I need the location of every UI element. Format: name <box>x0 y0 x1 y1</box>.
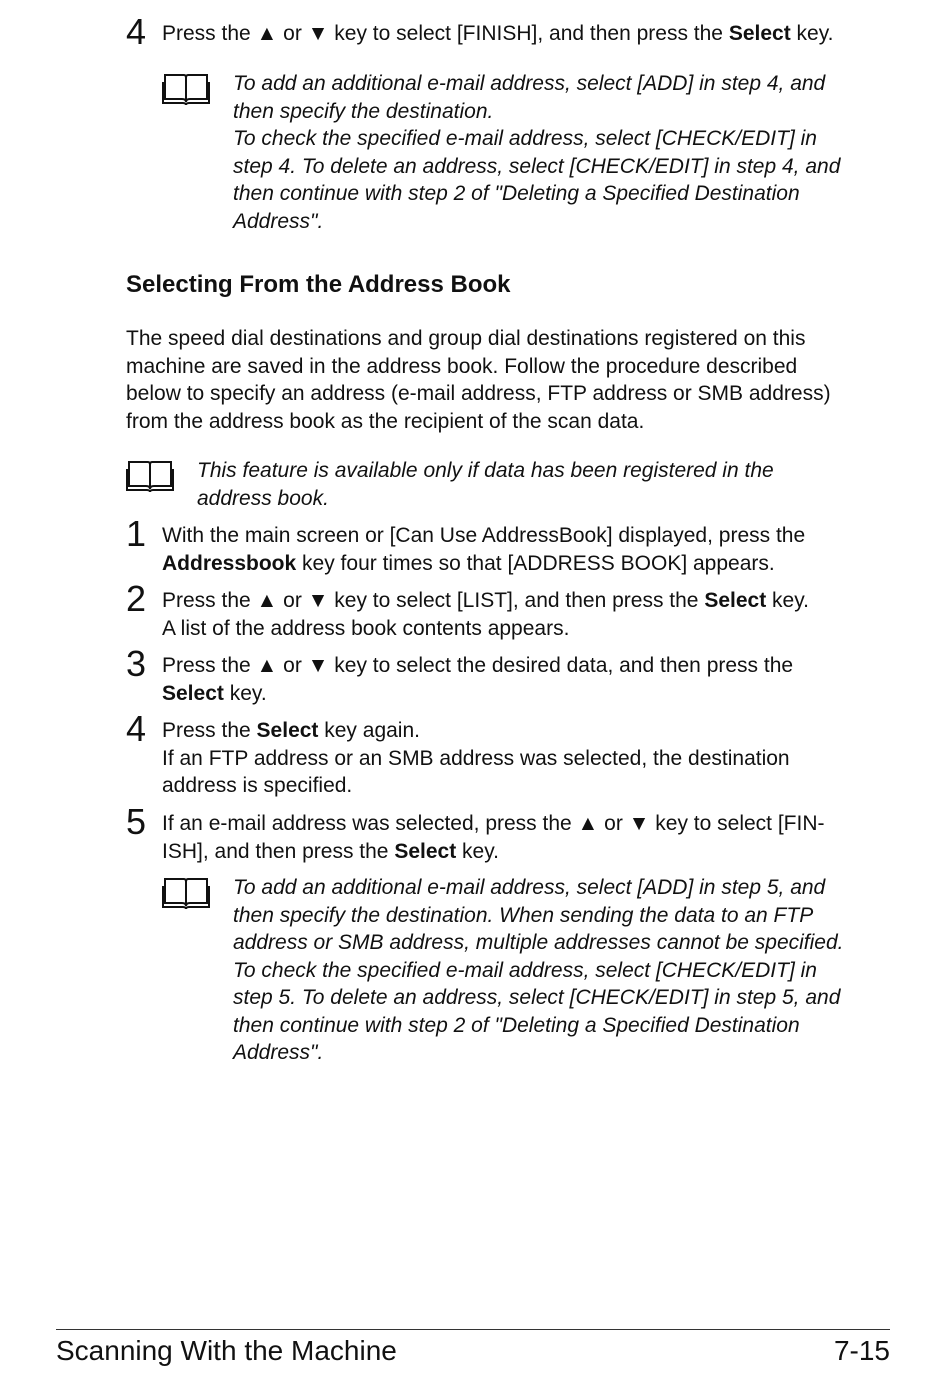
intro-paragraph: The speed dial destinations and group dial destinations registered on this machine are saved in the address book. Follow the procedure described below to specify an address (e-mail address, FTP address or SMB address) from the address book as the recipient of the scan data. <box>126 327 831 433</box>
footer-page-number: 7-15 <box>833 1335 890 1366</box>
note-add-address <box>162 70 902 235</box>
step-number: 4 <box>126 11 147 52</box>
step-text: If an e-mail address was selected, press the ▲ or ▼ key to select [FIN- ISH], and then press the Select key. <box>162 812 825 863</box>
note-text: To add an additional e-mail address, select [ADD] in step 4, and then specify the destination. To check the specified e-mail address, select [CHECK/EDIT] in step 4. To delete an address, select [CHECK/EDIT] in step 4, and then continue with step 2 of "Deleting a Specified Destination Address". <box>233 72 841 233</box>
step-text: With the main screen or [Can Use AddressBook] displayed, press the Addressbook key four times so that [ADDRESS BOOK] appears. <box>162 524 806 575</box>
step-2 <box>126 578 896 642</box>
step-text: Press the ▲ or ▼ key to select the desired data, and then press the Select key. <box>162 654 794 705</box>
step-3 <box>126 643 896 707</box>
step-4-finish <box>126 11 896 52</box>
step-4 <box>126 708 896 800</box>
footer-divider <box>56 1329 890 1330</box>
step-text: Press the Select key again. If an FTP address or an SMB address was selected, the destination address is specified. <box>162 719 790 797</box>
step-number: 2 <box>126 578 147 619</box>
book-icon <box>162 72 210 106</box>
note-add-address-step5 <box>162 874 902 1067</box>
book-icon <box>126 459 174 493</box>
step-text: Press the ▲ or ▼ key to select [LIST], and then press the Select key. A list of the address book contents appears. <box>162 589 809 640</box>
step-1 <box>126 513 896 577</box>
step-number: 4 <box>126 708 147 749</box>
step-5 <box>126 801 896 865</box>
note-availability <box>126 457 886 512</box>
section-title: Selecting From the Address Book <box>126 271 511 298</box>
step-number: 3 <box>126 643 147 684</box>
step-number: 1 <box>126 513 147 554</box>
step-number: 5 <box>126 801 147 842</box>
step-text: Press the ▲ or ▼ key to select [FINISH], and then press the Select key. <box>162 22 834 45</box>
note-text: This feature is available only if data has been registered in the address book. <box>197 459 774 510</box>
footer-chapter-title: Scanning With the Machine <box>56 1335 397 1366</box>
note-text: To add an additional e-mail address, select [ADD] in step 5, and then specify the destination. When sending the data to an FTP address or SMB address, multiple addresses cannot be specified. To check the specified e-mail address, select [CHECK/EDIT] in step 5. To delete an address, select [CHECK/EDIT] in step 5, and then continue with step 2 of "Deleting a Specified Destination Address". <box>233 876 844 1064</box>
book-icon <box>162 876 210 910</box>
